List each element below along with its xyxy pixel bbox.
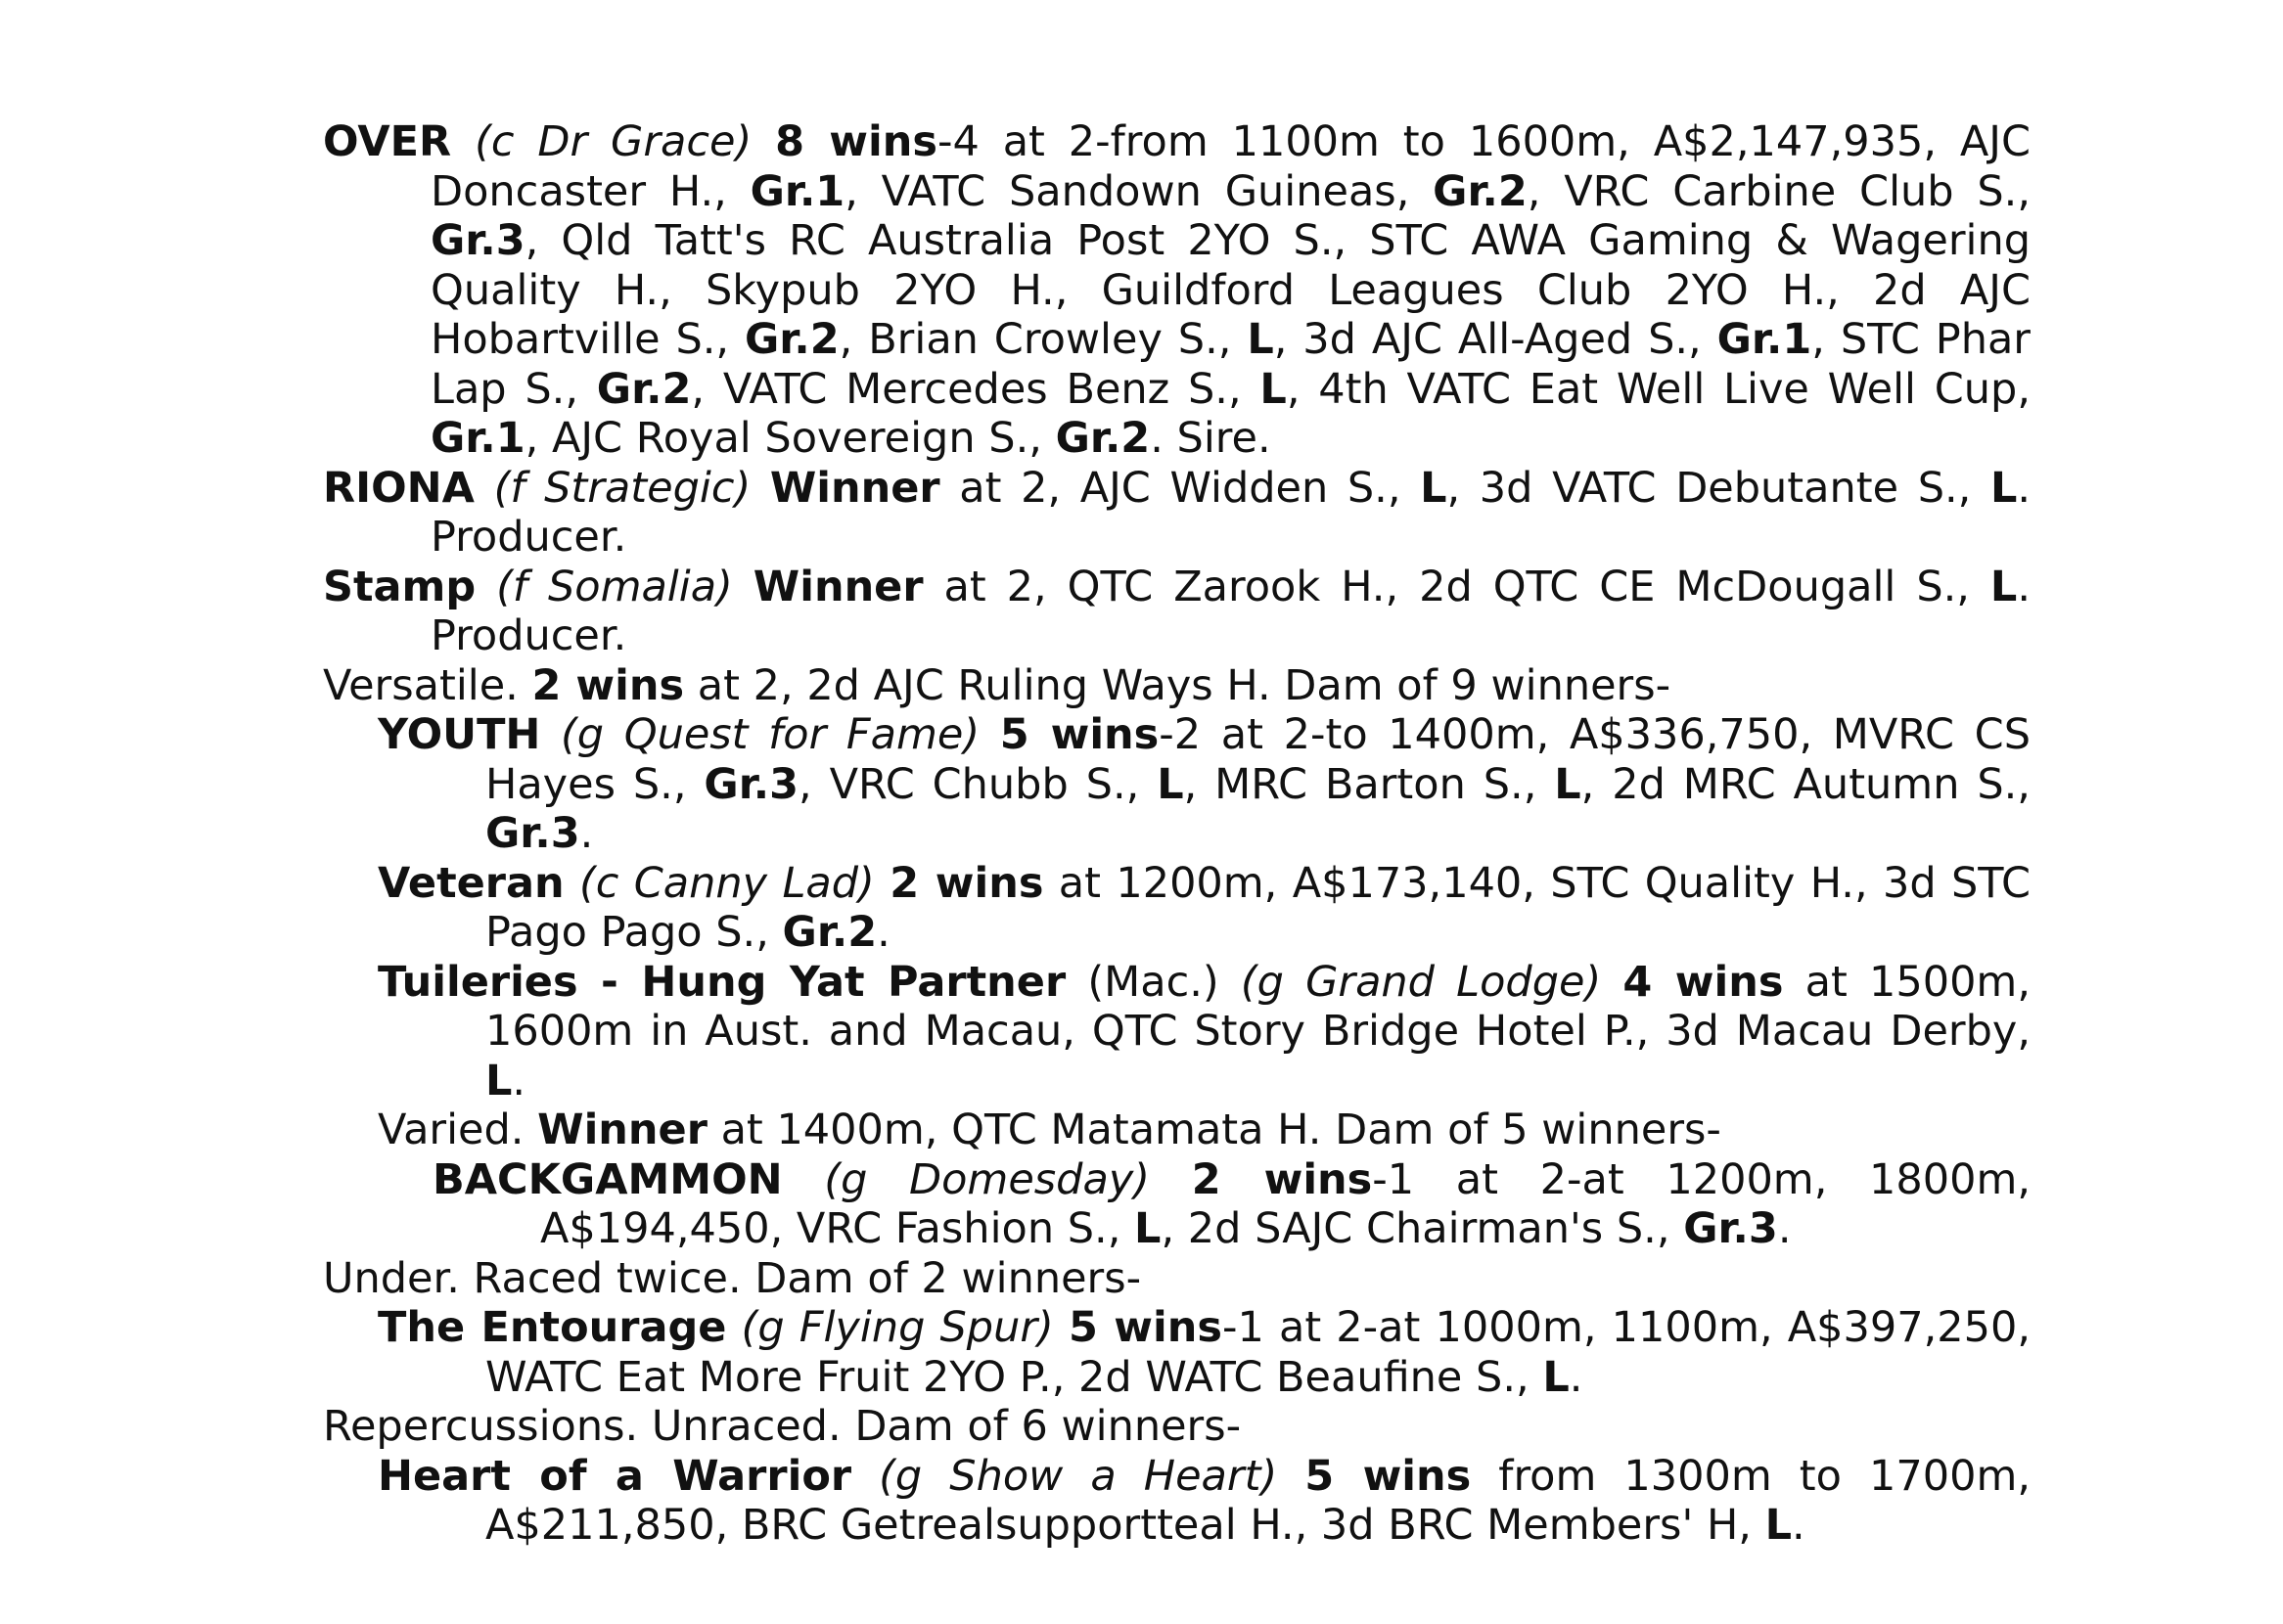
entry-text-segment: L (1420, 463, 1447, 513)
entry-text-segment: . Sire. (1150, 414, 1271, 463)
entry-text-segment (451, 117, 475, 166)
entry-text-segment: Gr.3 (431, 216, 525, 265)
entry-text-segment: (g Flying Spur) (741, 1303, 1054, 1352)
entry-text-segment: 2 wins (890, 858, 1044, 908)
entry-text-segment: -4 at 2-from 1100m to 1600m, A$2,147,935, AJC Doncaster H., (431, 117, 2032, 216)
entry-text-segment: Gr.2 (745, 315, 840, 364)
entry-text-segment: Gr.2 (596, 364, 692, 414)
entry-text-segment: Gr.1 (750, 166, 845, 216)
entry-text-segment: . (1792, 1501, 1805, 1550)
entry-text-segment: OVER (323, 117, 452, 166)
entry-text-segment: BACKGAMMON (433, 1154, 783, 1204)
entry-text-segment: , Qld Tatt's RC Australia Post 2YO S., STC AWA Gaming & Wagering Quality H., Skypub 2YO H., Guildford Leagues Club 2YO H., 2d AJC Hobartville S., (431, 216, 2031, 364)
entry-text-segment: L (1542, 1352, 1570, 1402)
entry-text-segment: L (485, 1056, 513, 1105)
entry-text-segment (751, 464, 770, 513)
entry-text-segment: , 2d SAJC Chairman's S., (1161, 1204, 1684, 1253)
entry-text-segment: L (1989, 463, 2018, 513)
entry-text-segment (540, 710, 561, 759)
entry-text-segment: Versatile. (323, 660, 532, 710)
entry-text-segment: (Mac.) (1066, 957, 1241, 1007)
entry-text-segment: from 1300m to 1700m, A$211,850, BRC Getrealsupportteal H., 3d BRC Members' H, (485, 1451, 2032, 1550)
entry-text-segment: Repercussions. Unraced. Dam of 6 winners- (323, 1402, 1242, 1451)
pedigree-entry (323, 661, 2031, 711)
pedigree-entry (323, 117, 2031, 464)
entry-text-segment: , AJC Royal Sovereign S., (525, 414, 1056, 463)
entry-text-segment: 2 wins (1191, 1154, 1373, 1204)
entry-text-segment: , 2d MRC Autumn S., (1580, 759, 2031, 809)
entry-text-segment: Under. Raced twice. Dam of 2 winners- (323, 1253, 1142, 1303)
entry-text-segment: Heart of a Warrior (378, 1451, 852, 1501)
entry-text-segment: . (1777, 1204, 1792, 1253)
entry-text-segment: at 2, AJC Widden S., (939, 463, 1421, 513)
entry-text-segment: L (1764, 1501, 1793, 1550)
entry-text-segment (1277, 1452, 1304, 1501)
entry-text-segment (565, 859, 579, 908)
entry-text-segment: Gr.1 (1716, 315, 1812, 364)
entry-text-segment: L (1554, 759, 1581, 809)
entry-text-segment: , VRC Chubb S., (799, 759, 1158, 809)
entry-text-segment: Gr.3 (1683, 1204, 1778, 1253)
entry-text-segment: (g Grand Lodge) (1240, 957, 1602, 1007)
entry-text-segment: (g Quest for Fame) (561, 710, 981, 759)
entry-text-segment: (g Show a Heart) (879, 1451, 1278, 1501)
pedigree-entry (323, 563, 2031, 661)
entry-text-segment: . (1569, 1352, 1583, 1402)
entry-text-segment: Gr.3 (485, 809, 580, 858)
pedigree-entry (323, 958, 2031, 1106)
entry-text-segment (875, 859, 890, 908)
entry-text-segment: (g Domesday) (824, 1154, 1151, 1204)
entry-text-segment (726, 1303, 741, 1352)
pedigree-entry (323, 859, 2031, 958)
entry-text-segment: , Brian Crowley S., (839, 315, 1248, 364)
pedigree-page (323, 117, 2031, 1551)
entry-text-segment: , VATC Sandown Guineas, (845, 166, 1434, 216)
entry-text-segment: Tuileries - Hung Yat Partner (378, 957, 1067, 1007)
entry-text-segment: 2 wins (531, 660, 685, 710)
entry-text-segment (733, 563, 753, 611)
entry-text-segment (475, 464, 494, 513)
entry-text-segment: -1 at 2-at 1200m, 1800m, A$194,450, VRC Fashion S., (540, 1154, 2032, 1253)
entry-text-segment: YOUTH (378, 710, 541, 759)
entry-text-segment: -2 at 2-to 1400m, A$336,750, MVRC CS Hayes S., (485, 710, 2031, 809)
entry-text-segment: 5 wins (1304, 1451, 1472, 1501)
entry-text-segment: L (1989, 562, 2018, 611)
entry-text-segment: , VATC Mercedes Benz S., (691, 364, 1260, 414)
entry-text-segment: at 2, QTC Zarook H., 2d QTC CE McDougall S., (923, 562, 1990, 611)
entry-text-segment (1150, 1155, 1192, 1204)
entry-text-segment: . (579, 809, 594, 858)
entry-text-segment: Gr.2 (782, 908, 878, 957)
pedigree-entry (323, 710, 2031, 859)
entry-text-segment (851, 1452, 879, 1501)
entry-text-segment: Varied. (378, 1105, 538, 1154)
entry-text-segment: Gr.1 (431, 414, 525, 463)
entry-text-segment (1601, 958, 1622, 1007)
pedigree-entry (323, 464, 2031, 563)
entry-text-segment: 4 wins (1622, 957, 1784, 1007)
pedigree-entry (323, 1155, 2031, 1254)
entry-text-segment: (f Somalia) (496, 562, 733, 611)
entry-text-segment: , 3d AJC All-Aged S., (1273, 315, 1717, 364)
entry-text-segment: , 3d VATC Debutante S., (1446, 463, 1990, 513)
pedigree-entry (323, 1254, 2031, 1304)
entry-text-segment: Veteran (378, 858, 565, 908)
entry-text-segment: L (1157, 759, 1184, 809)
entry-text-segment: at 1200m, A$173,140, STC Quality H., 3d STC Pago Pago S., (485, 858, 2032, 957)
entry-text-segment: . Producer. (431, 562, 2031, 660)
entry-text-segment (783, 1155, 825, 1204)
entry-text-segment: Gr.2 (1433, 166, 1528, 216)
entry-text-segment (1054, 1303, 1069, 1352)
entry-text-segment: 5 wins (1068, 1303, 1222, 1352)
pedigree-entry (323, 1303, 2031, 1402)
entry-text-segment: 5 wins (999, 710, 1160, 759)
entry-text-segment: at 2, 2d AJC Ruling Ways H. Dam of 9 winners- (684, 660, 1671, 710)
entry-text-segment (752, 117, 775, 166)
entry-text-segment: L (1134, 1204, 1162, 1253)
entry-text-segment: Winner (753, 562, 924, 611)
entry-text-segment: , 4th VATC Eat Well Live Well Cup, (1286, 364, 2031, 414)
entry-text-segment: 8 wins (775, 117, 937, 166)
entry-text-segment: (c Canny Lad) (579, 858, 875, 908)
entry-text-segment: at 1500m, 1600m in Aust. and Macau, QTC Story Bridge Hotel P., 3d Macau Derby, (485, 957, 2031, 1056)
entry-text-segment: L (1247, 315, 1274, 364)
entry-text-segment: Winner (769, 463, 940, 513)
pedigree-entry (323, 1452, 2031, 1551)
entry-text-segment (980, 710, 1000, 759)
entry-text-segment (476, 563, 496, 611)
entry-text-segment: The Entourage (378, 1303, 727, 1352)
entry-text-segment: (f Strategic) (493, 463, 752, 513)
pedigree-entry (323, 1402, 2031, 1452)
entry-text-segment: L (1259, 364, 1287, 414)
entry-text-segment: . (512, 1056, 526, 1105)
pedigree-entry (323, 1105, 2031, 1155)
entry-text-segment: Gr.2 (1055, 414, 1151, 463)
entry-text-segment: Gr.3 (704, 759, 799, 809)
entry-text-segment: at 1400m, QTC Matamata H. Dam of 5 winners- (707, 1105, 1721, 1154)
entry-text-segment: , VRC Carbine Club S., (1527, 166, 2031, 216)
entry-text-segment: Stamp (323, 562, 477, 611)
entry-text-segment: (c Dr Grace) (475, 117, 753, 166)
entry-text-segment: , MRC Barton S., (1183, 759, 1555, 809)
entry-text-segment: Winner (537, 1105, 708, 1154)
entry-text-segment: , STC Phar Lap S., (431, 315, 2031, 414)
entry-text-segment: RIONA (323, 463, 475, 513)
entry-text-segment: -1 at 2-at 1000m, 1100m, A$397,250, WATC Eat More Fruit 2YO P., 2d WATC Beaufine S., (485, 1303, 2032, 1402)
entry-text-segment: . (877, 908, 890, 957)
entry-text-segment: . Producer. (431, 463, 2032, 562)
